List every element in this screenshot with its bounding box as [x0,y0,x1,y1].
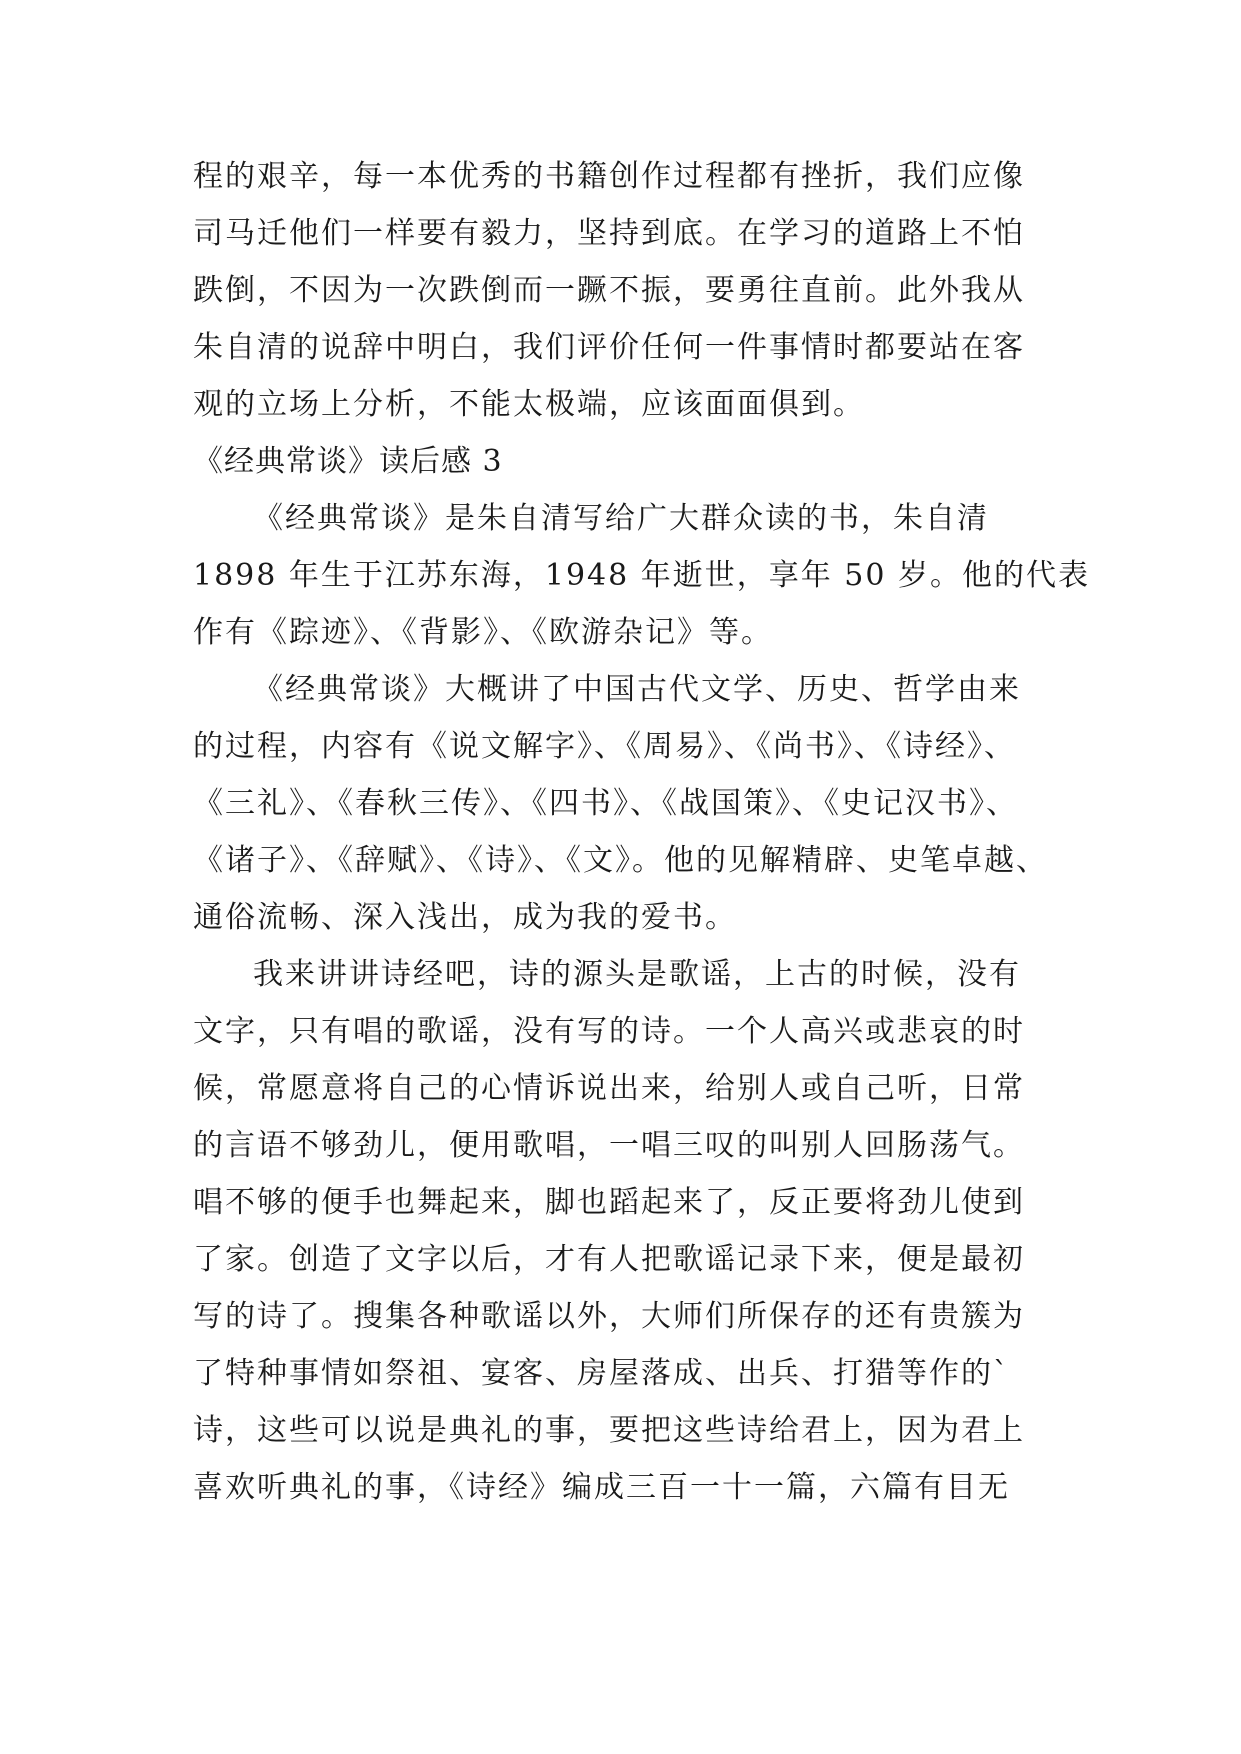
text-line: 《经典常谈》是朱自清写给广大群众读的书，朱自清 [253,501,989,536]
text-line: 了特种事情如祭祖、宴客、房屋落成、出兵、打猎等作的` [193,1356,1010,1391]
text-line: 了家。创造了文字以后，才有人把歌谣记录下来，便是最初 [193,1242,1025,1277]
text-line: 《三礼》、《春秋三传》、《四书》、《战国策》、《史记汉书》、 [193,786,1018,821]
text-line: 喜欢听典礼的事，《诗经》编成三百一十一篇，六篇有目无 [193,1470,1010,1505]
text-line: 跌倒，不因为一次跌倒而一蹶不振，要勇往直前。此外我从 [193,273,1025,308]
text-line: 唱不够的便手也舞起来，脚也蹈起来了，反正要将劲儿使到 [193,1185,1025,1220]
text-line: 的过程，内容有《说文解字》、《周易》、《尚书》、《诗经》、 [193,729,1016,764]
text-line: 观的立场上分析，不能太极端，应该面面俱到。 [193,387,865,422]
text-line: 诗，这些可以说是典礼的事，要把这些诗给君上，因为君上 [193,1413,1025,1448]
text-line: 程的艰辛，每一本优秀的书籍创作过程都有挫折，我们应像 [193,159,1025,194]
section-heading: 《经典常谈》读后感 3 [193,444,503,479]
text-line: 通俗流畅、深入浅出，成为我的爱书。 [193,900,737,935]
text-line: 我来讲讲诗经吧，诗的源头是歌谣，上古的时候，没有 [253,957,1021,992]
text-line: 司马迁他们一样要有毅力，坚持到底。在学习的道路上不怕 [193,216,1025,251]
text-line: 朱自清的说辞中明白，我们评价任何一件事情时都要站在客 [193,330,1025,365]
text-line: 文字，只有唱的歌谣，没有写的诗。一个人高兴或悲哀的时 [193,1014,1025,1049]
text-line: 《经典常谈》大概讲了中国古代文学、历史、哲学由来 [253,672,1021,707]
text-line: 作有《踪迹》、《背影》、《欧游杂记》等。 [193,615,773,650]
text-line: 写的诗了。搜集各种歌谣以外，大师们所保存的还有贵簇为 [193,1299,1025,1334]
text-line: 《诸子》、《辞赋》、《诗》、《文》。他的见解精辟、史笔卓越、 [193,843,1048,878]
text-line: 1898 年生于江苏东海，1948 年逝世，享年 50 岁。他的代表 [193,558,1091,593]
text-line: 候，常愿意将自己的心情诉说出来，给别人或自己听，日常 [193,1071,1025,1106]
text-line: 的言语不够劲儿，便用歌唱，一唱三叹的叫别人回肠荡气。 [193,1128,1025,1163]
